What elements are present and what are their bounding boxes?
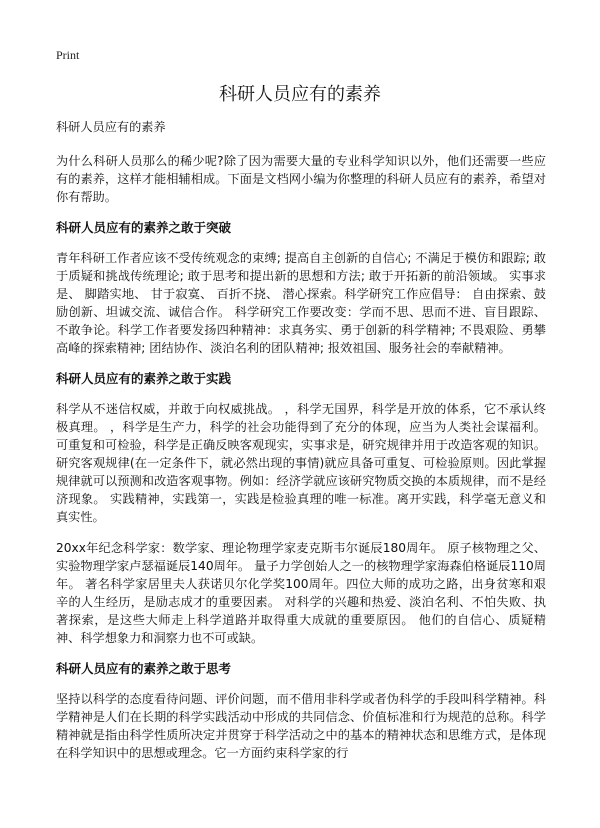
section-paragraph: 青年科研工作者应该不受传统观念的束缚; 提高自主创新的自信心; 不满足于模仿和跟踪; 敢于质疑和挑战传统理论; 敢于思考和提出新的思想和方法; 敢于开拓新的前沿领域。 实事求是、 脚踏实地、 甘于寂寞、 百折不挠、 潜心探索。科学研究工作应倡导： 自由探索、鼓励创新、坦诚交流、诚信合作。 科学研究工作要改变：学而不思、思而不进、盲目跟踪、不敢争论。科学工作者要发扬四种精神：求真务实、勇于创新的科学精神; 不畏艰险、勇攀高峰的探索精神; 团结协作、淡泊名利的团队精神; 报效祖国、服务社会的奉献精神。 (56, 251, 546, 355)
section-paragraph: 坚持以科学的态度看待问题、评价问题，而不借用非科学或者伪科学的手段叫科学精神。科学精神是人们在长期的科学实践活动中形成的共同信念、价值标准和行为规范的总称。科学精神就是指由科学性质所决定并贯穿于科学活动之中的基本的精神状态和思维方式，是体现在科学知识中的思想或理念。它一方面约束科学家的行 (56, 692, 546, 760)
print-label: Print (56, 48, 80, 62)
section-heading-practice: 科研人员应有的素养之敢于实践 (56, 371, 232, 386)
section-paragraph: 科学从不迷信权威，并敢于向权威挑战。 ，科学无国界，科学是开放的体系，它不承认终极真理。 ，科学是生产力，科学的社会功能得到了充分的体现，应当为人类社会谋福利。 可重复和可检验，科学是正确反映客观现实，实事求是，研究规律并用于改造客观的知识。研究客观规律(在一定条件下，就必然出现的事情)就应具备可重复、可检验原则。因此掌握规律就可以预测和改造客观事物。例如：经济学就应该研究物质交换的本质规律，而不是经济现象。 实践精神，实践第一，实践是检验真理的唯一标准。离开实践，科学毫无意义和真实性。 (56, 402, 546, 524)
document-body (56, 118, 546, 775)
intro-paragraph: 为什么科研人员那么的稀少呢?除了因为需要大量的专业科学知识以外，他们还需要一些应有的素养，这样才能相辅相成。下面是文档网小编为你整理的科研人员应有的素养，希望对你有帮助。 (56, 154, 546, 204)
section-heading-breakthrough: 科研人员应有的素养之敢于突破 (56, 220, 232, 235)
document-title: 科研人员应有的素养 (219, 84, 381, 105)
section-heading-thinking: 科研人员应有的素养之敢于思考 (56, 661, 232, 676)
section-paragraph: 20xx年纪念科学家：数学家、理论物理学家麦克斯韦尔诞辰180周年。 原子核物理之父、实验物理学家卢瑟福诞辰140周年。 量子力学创始人之一的核物理学家海森伯格诞辰110周年。 著名科学家居里夫人获诺贝尔化学奖100周年。四位大师的成功之路，出身贫寒和艰辛的人生经历，是励志成才的重要因素。 对科学的兴趣和热爱、淡泊名利、不怕失败、执著探索，是这些大师走上科学道路并取得重大成就的重要原因。 他们的自信心、质疑精神、科学想象力和洞察力也不可或缺。 (56, 541, 546, 645)
document-subtitle: 科研人员应有的素养 (56, 120, 166, 134)
